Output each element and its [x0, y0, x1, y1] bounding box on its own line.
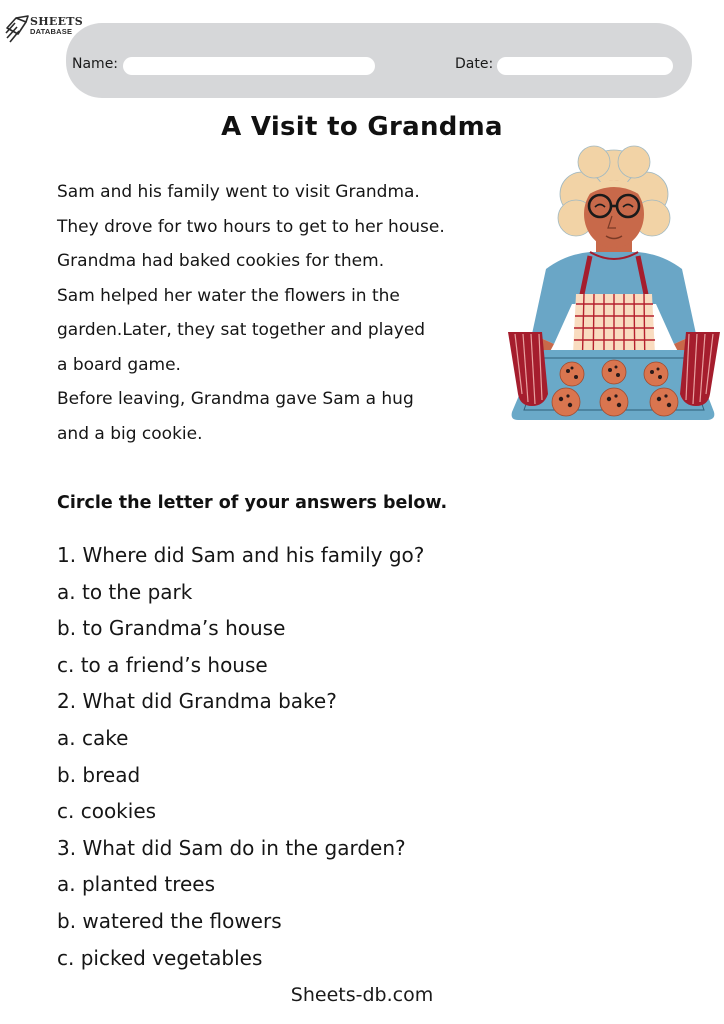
- question-2-option-c[interactable]: c. cookies: [57, 799, 157, 824]
- question-1-option-b[interactable]: b. to Grandma’s house: [57, 616, 286, 641]
- story-line: and a big cookie.: [57, 423, 203, 444]
- name-date-header: [66, 23, 692, 98]
- story-line: Sam helped her water the flowers in the: [57, 285, 400, 306]
- question-1: 1. Where did Sam and his family go?: [57, 543, 425, 567]
- date-label: Date:: [455, 56, 494, 72]
- question-2-option-b[interactable]: b. bread: [57, 762, 141, 787]
- question-2: 2. What did Grandma bake?: [57, 689, 337, 714]
- story-line: Before leaving, Grandma gave Sam a hug: [57, 389, 414, 409]
- question-3: 3. What did Sam do in the garden?: [57, 835, 406, 860]
- story-passage: [57, 175, 527, 451]
- story-line: They drove for two hours to get to her house.: [57, 216, 445, 237]
- questions-list: [57, 537, 537, 976]
- question-1-option-c[interactable]: c. to a friend’s house: [57, 652, 268, 677]
- question-3-option-b[interactable]: b. watered the flowers: [57, 908, 282, 933]
- question-2-option-a[interactable]: a. cake: [57, 725, 129, 750]
- question-3-option-a[interactable]: a. planted trees: [57, 872, 216, 897]
- story-line: a board game.: [57, 354, 181, 375]
- question-1-option-a[interactable]: a. to the park: [57, 579, 193, 604]
- story-line: Grandma had baked cookies for them.: [57, 251, 385, 271]
- question-3-option-c[interactable]: c. picked vegetables: [57, 945, 263, 970]
- story-line: garden.Later, they sat together and played: [57, 320, 426, 340]
- stacked-pages-icon: [4, 14, 30, 46]
- instructions-heading: Circle the letter of your answers below.: [57, 493, 448, 513]
- name-field[interactable]: [123, 57, 375, 75]
- grandma-with-cookie-tray-illustration: [506, 144, 722, 424]
- date-field[interactable]: [497, 57, 673, 75]
- footer-site-link: Sheets-db.com: [290, 984, 434, 1006]
- worksheet-title: A Visit to Grandma: [221, 112, 503, 142]
- logo-text-database: DATABASE: [30, 27, 73, 36]
- logo-text-sheets: SHEETS: [30, 15, 84, 28]
- name-label: Name:: [72, 56, 119, 72]
- story-line: Sam and his family went to visit Grandma.: [57, 182, 420, 202]
- grandma-illustration-icon: [506, 144, 722, 424]
